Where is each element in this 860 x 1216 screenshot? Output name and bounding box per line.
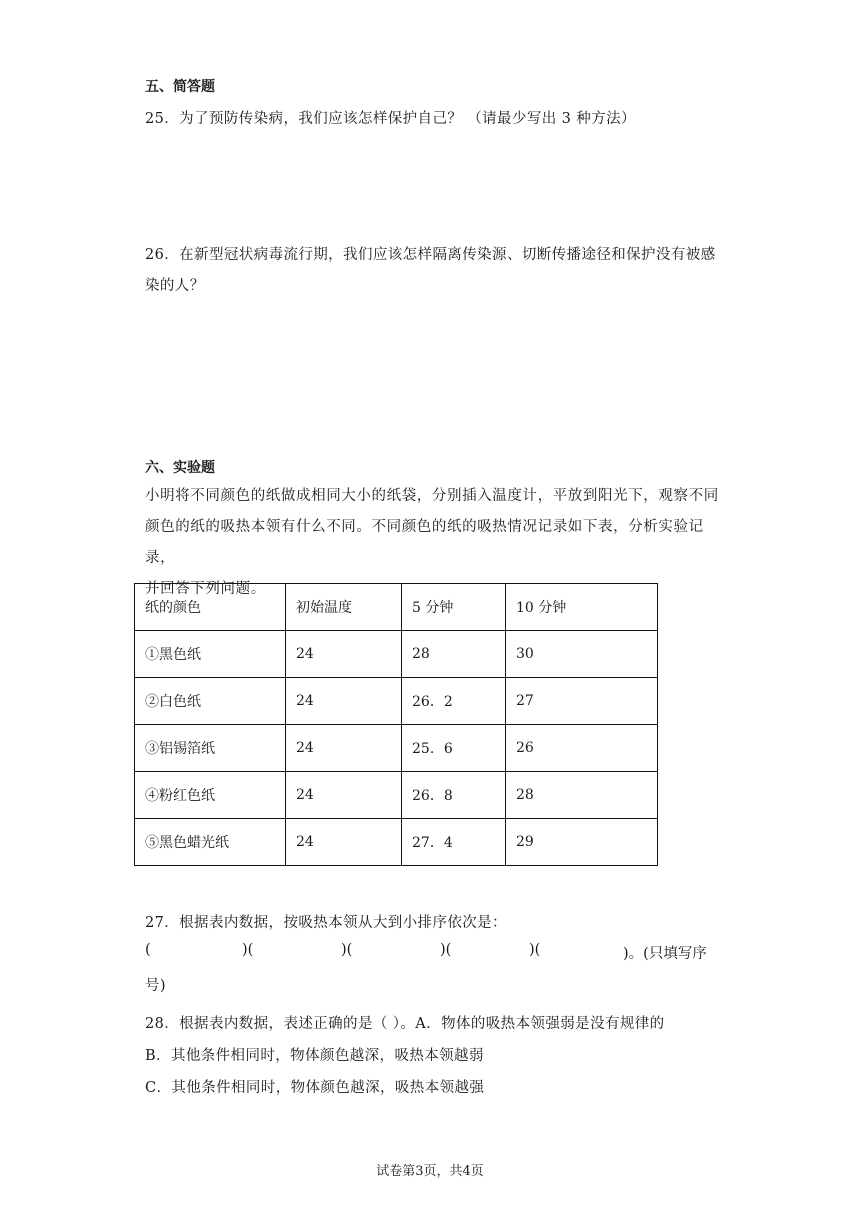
question-28-option-b: B．其他条件相同时，物体颜色越深，吸热本领越弱 xyxy=(145,1048,484,1064)
experiment-intro-line-1: 小明将不同颜色的纸做成相同大小的纸袋，分别插入温度计，平放到阳光下，观察不同 xyxy=(145,488,719,504)
table-cell: 29 xyxy=(506,819,658,866)
answer-blank-paren: ( xyxy=(145,942,151,958)
table-cell: 27．4 xyxy=(402,819,506,866)
table-cell: ④粉红色纸 xyxy=(135,772,286,819)
table-row xyxy=(135,725,658,772)
table-row xyxy=(135,678,658,725)
question-27-answer-blanks xyxy=(145,942,725,962)
question-28-option-c: C．其他条件相同时，物体颜色越深，吸热本领越强 xyxy=(145,1080,485,1096)
table-cell: 27 xyxy=(506,678,658,725)
table-cell: 26．8 xyxy=(402,772,506,819)
header-cell: 纸的颜色 xyxy=(135,584,286,631)
page-footer: 试卷第3页，共4页 xyxy=(376,1164,484,1179)
question-26-line-2: 染的人？ xyxy=(145,278,205,294)
question-26-line-1: 26．在新型冠状病毒流行期，我们应该怎样隔离传染源、切断传播途径和保护没有被感 xyxy=(145,247,716,263)
answer-blank-paren: )( xyxy=(341,942,353,958)
table-cell: 24 xyxy=(286,631,402,678)
table-row xyxy=(135,631,658,678)
table-cell: 24 xyxy=(286,819,402,866)
table-cell: 30 xyxy=(506,631,658,678)
section-6-heading: 六、实验题 xyxy=(145,460,215,476)
header-cell: 10 分钟 xyxy=(506,584,658,631)
experiment-intro-line-3: 并回答下列问题。 xyxy=(145,581,266,597)
question-28: 28．根据表内数据，表述正确的是（ ）。A．物体的吸热本领强弱是没有规律的 xyxy=(145,1016,665,1032)
table-row xyxy=(135,772,658,819)
table-cell: ②白色纸 xyxy=(135,678,286,725)
table-header-row xyxy=(135,584,658,631)
table-cell: 26．2 xyxy=(402,678,506,725)
table-cell: 24 xyxy=(286,725,402,772)
header-cell: 5 分钟 xyxy=(402,584,506,631)
header-cell: 初始温度 xyxy=(286,584,402,631)
answer-blank-paren: )( xyxy=(242,942,254,958)
answer-blank-paren: )( xyxy=(529,942,541,958)
table-cell: ①黑色纸 xyxy=(135,631,286,678)
absorption-table xyxy=(134,583,658,866)
question-27-tail: 号) xyxy=(145,978,166,994)
table-row xyxy=(135,819,658,866)
question-25: 25．为了预防传染病，我们应该怎样保护自己？ （请最少写出 3 种方法） xyxy=(145,111,636,127)
question-27: 27．根据表内数据，按吸热本领从大到小排序依次是： xyxy=(145,915,507,931)
answer-blank-paren: )。(只填写序 xyxy=(623,946,707,962)
table-cell: 26 xyxy=(506,725,658,772)
table-cell: 28 xyxy=(506,772,658,819)
section-5-heading: 五、简答题 xyxy=(145,79,215,95)
table-cell: 28 xyxy=(402,631,506,678)
table-cell: ③铝锡箔纸 xyxy=(135,725,286,772)
table-cell: 24 xyxy=(286,772,402,819)
answer-blank-paren: )( xyxy=(440,942,452,958)
table-cell: ⑤黑色蜡光纸 xyxy=(135,819,286,866)
table-cell: 25．6 xyxy=(402,725,506,772)
experiment-intro-line-2: 颜色的纸的吸热本领有什么不同。不同颜色的纸的吸热情况记录如下表，分析实验记录， xyxy=(145,519,704,566)
table-cell: 24 xyxy=(286,678,402,725)
